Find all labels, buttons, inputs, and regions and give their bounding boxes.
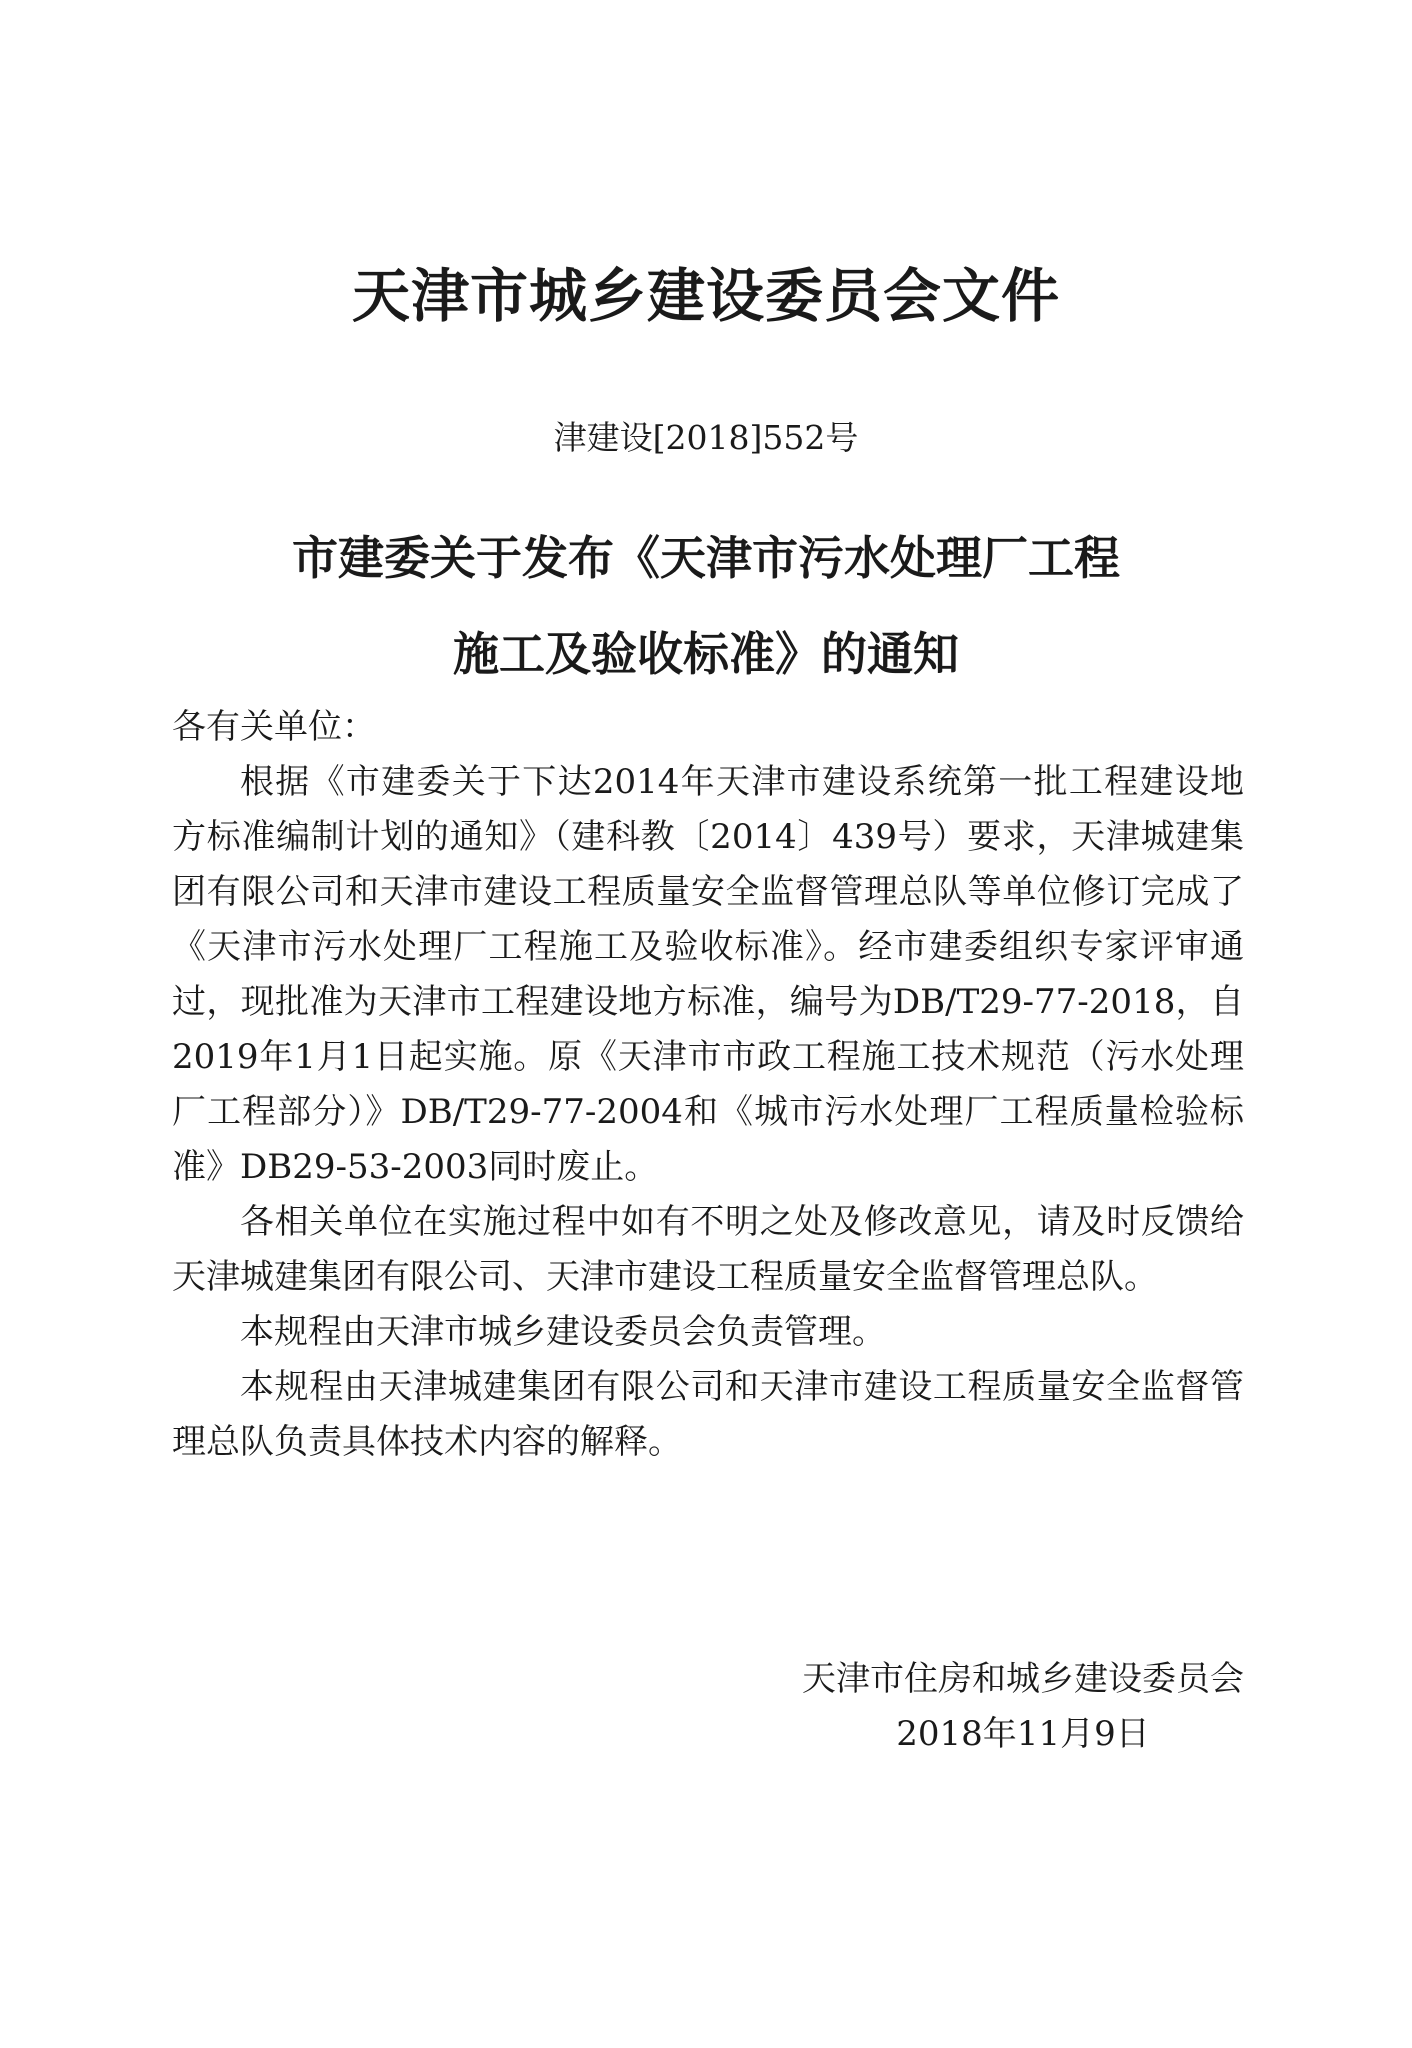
notice-title-line-2: 施工及验收标准》的通知 xyxy=(453,627,959,681)
body-paragraph-3: 本规程由天津市城乡建设委员会负责管理。 xyxy=(240,1312,886,1352)
signature-block xyxy=(802,1652,1244,1762)
salutation: 各有关单位： xyxy=(172,707,376,747)
body-paragraph-4: 本规程由天津城建集团有限公司和天津市建设工程质量安全监督管理总队负责具体技术内容的解释。 xyxy=(172,1367,1244,1462)
issuer-title: 天津市城乡建设委员会文件 xyxy=(351,262,1060,330)
notice-body xyxy=(172,700,1244,1470)
body-paragraph-1: 根据《市建委关于下达2014年天津市建设系统第一批工程建设地方标准编制计划的通知》（建科教〔2014〕439号）要求，天津城建集团有限公司和天津市建设工程质量安全监督管理总队等单位修订完成了《天津市污水处理厂工程施工及验收标准》。经市建委组织专家评审通过，现批准为天津市工程建设地方标准，编号为DB/T29-77-2018，自2019年1月1日起实施。原《天津市市政工程施工技术规范（污水处理厂工程部分）》DB/T29-77-2004和《城市污水处理厂工程质量检验标准》DB29-53-2003同时废止。 xyxy=(172,762,1244,1187)
notice-title xyxy=(0,510,1412,702)
notice-title-line-1: 市建委关于发布《天津市污水处理厂工程 xyxy=(292,531,1120,585)
signature-date: 2018年11月9日 xyxy=(896,1714,1150,1754)
document-number: 津建设[2018]552号 xyxy=(553,418,859,457)
signature-organization: 天津市住房和城乡建设委员会 xyxy=(802,1659,1244,1699)
body-paragraph-2: 各相关单位在实施过程中如有不明之处及修改意见，请及时反馈给天津城建集团有限公司、天津市建设工程质量安全监督管理总队。 xyxy=(172,1202,1244,1297)
